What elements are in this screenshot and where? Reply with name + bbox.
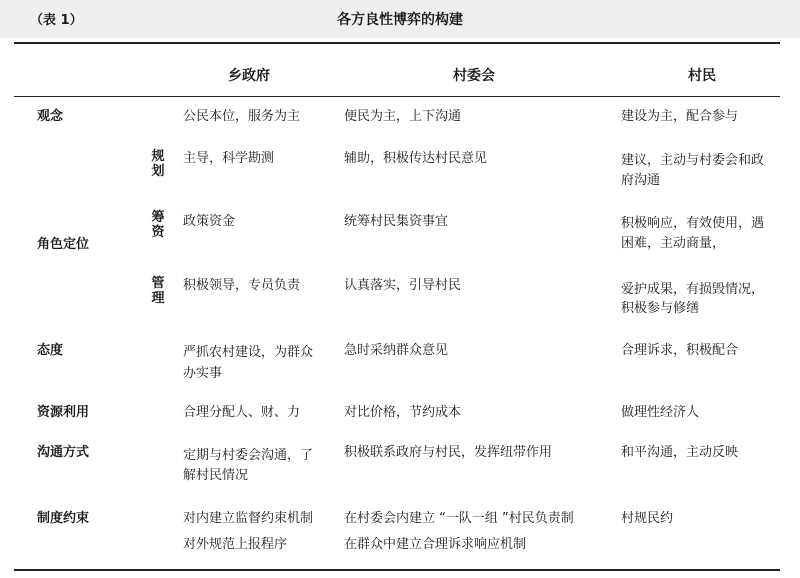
cell-funding-villager-line2: 困难，主动商量，: [621, 236, 726, 251]
cell-resources-committee: 对比价格，节约成本: [344, 405, 462, 420]
row-label-attitude: 态度: [37, 343, 64, 358]
cell-planning-villager-line1: 建议，主动与村委会和政: [621, 153, 765, 168]
cell-constraint-town-line2: 对外规范上报程序: [183, 537, 288, 552]
cell-funding-committee: 统筹村民集资事宜: [344, 214, 449, 229]
cell-planning-villager-line2: 府沟通: [621, 173, 661, 188]
column-header-committee: 村委会: [453, 68, 495, 84]
cell-funding-town: 政策资金: [183, 214, 236, 229]
cell-constraint-committee-line1: 在村委会内建立 “一队一组 ”村民负责制: [344, 511, 574, 526]
cell-communication-committee: 积极联系政府与村民，发挥纽带作用: [344, 445, 553, 460]
cell-management-villager-line1: 爱护成果，有损毁情况，: [621, 282, 765, 297]
cell-planning-town: 主导，科学勘测: [183, 151, 275, 166]
cell-attitude-town-line1: 严抓农村建设，为群众: [183, 345, 314, 360]
cell-attitude-committee: 急时采纳群众意见: [344, 343, 449, 358]
cell-management-town: 积极领导，专员负责: [183, 278, 301, 293]
cell-communication-villager: 和平沟通，主动反映: [621, 445, 739, 460]
bottom-rule: [14, 569, 780, 571]
cell-funding-villager-line1: 积极响应，有效使用，遇: [621, 216, 765, 231]
sub-label-management: 管 理: [151, 276, 165, 306]
cell-management-villager-line2: 积极参与修缮: [621, 301, 700, 316]
cell-resources-town: 合理分配人、财、力: [183, 405, 301, 420]
cell-attitude-villager: 合理诉求，积极配合: [621, 343, 739, 358]
cell-concept-committee: 便民为主，上下沟通: [344, 109, 462, 124]
cell-constraint-town-line1: 对内建立监督约束机制: [183, 511, 314, 526]
top-rule: [14, 42, 780, 44]
cell-constraint-committee-line2: 在群众中建立合理诉求响应机制: [344, 537, 527, 552]
cell-communication-town-line1: 定期与村委会沟通，了: [183, 448, 314, 463]
cell-planning-committee: 辅助，积极传达村民意见: [344, 151, 488, 166]
cell-management-committee: 认真落实，引导村民: [344, 278, 462, 293]
row-label-resources: 资源利用: [37, 405, 90, 420]
cell-concept-villager: 建设为主，配合参与: [621, 109, 739, 124]
column-header-villager: 村民: [688, 68, 716, 84]
cell-concept-town: 公民本位，服务为主: [183, 109, 301, 124]
row-label-constraint: 制度约束: [37, 511, 90, 526]
row-label-communication: 沟通方式: [37, 445, 90, 460]
table-title: 各方良性博弈的构建: [337, 12, 463, 28]
cell-communication-town-line2: 解村民情况: [183, 468, 249, 483]
header-rule: [14, 96, 780, 97]
cell-attitude-town-line2: 办实事: [183, 366, 223, 381]
cell-constraint-villager: 村规民约: [621, 511, 674, 526]
row-label-role: 角色定位: [37, 237, 90, 252]
row-label-concept: 观念: [37, 109, 64, 124]
sub-label-funding: 筹 资: [151, 210, 165, 240]
sub-label-planning: 规 划: [151, 149, 165, 179]
column-header-town: 乡政府: [228, 68, 270, 84]
cell-resources-villager: 做理性经济人: [621, 405, 700, 420]
table-number: （表 1）: [30, 13, 83, 28]
